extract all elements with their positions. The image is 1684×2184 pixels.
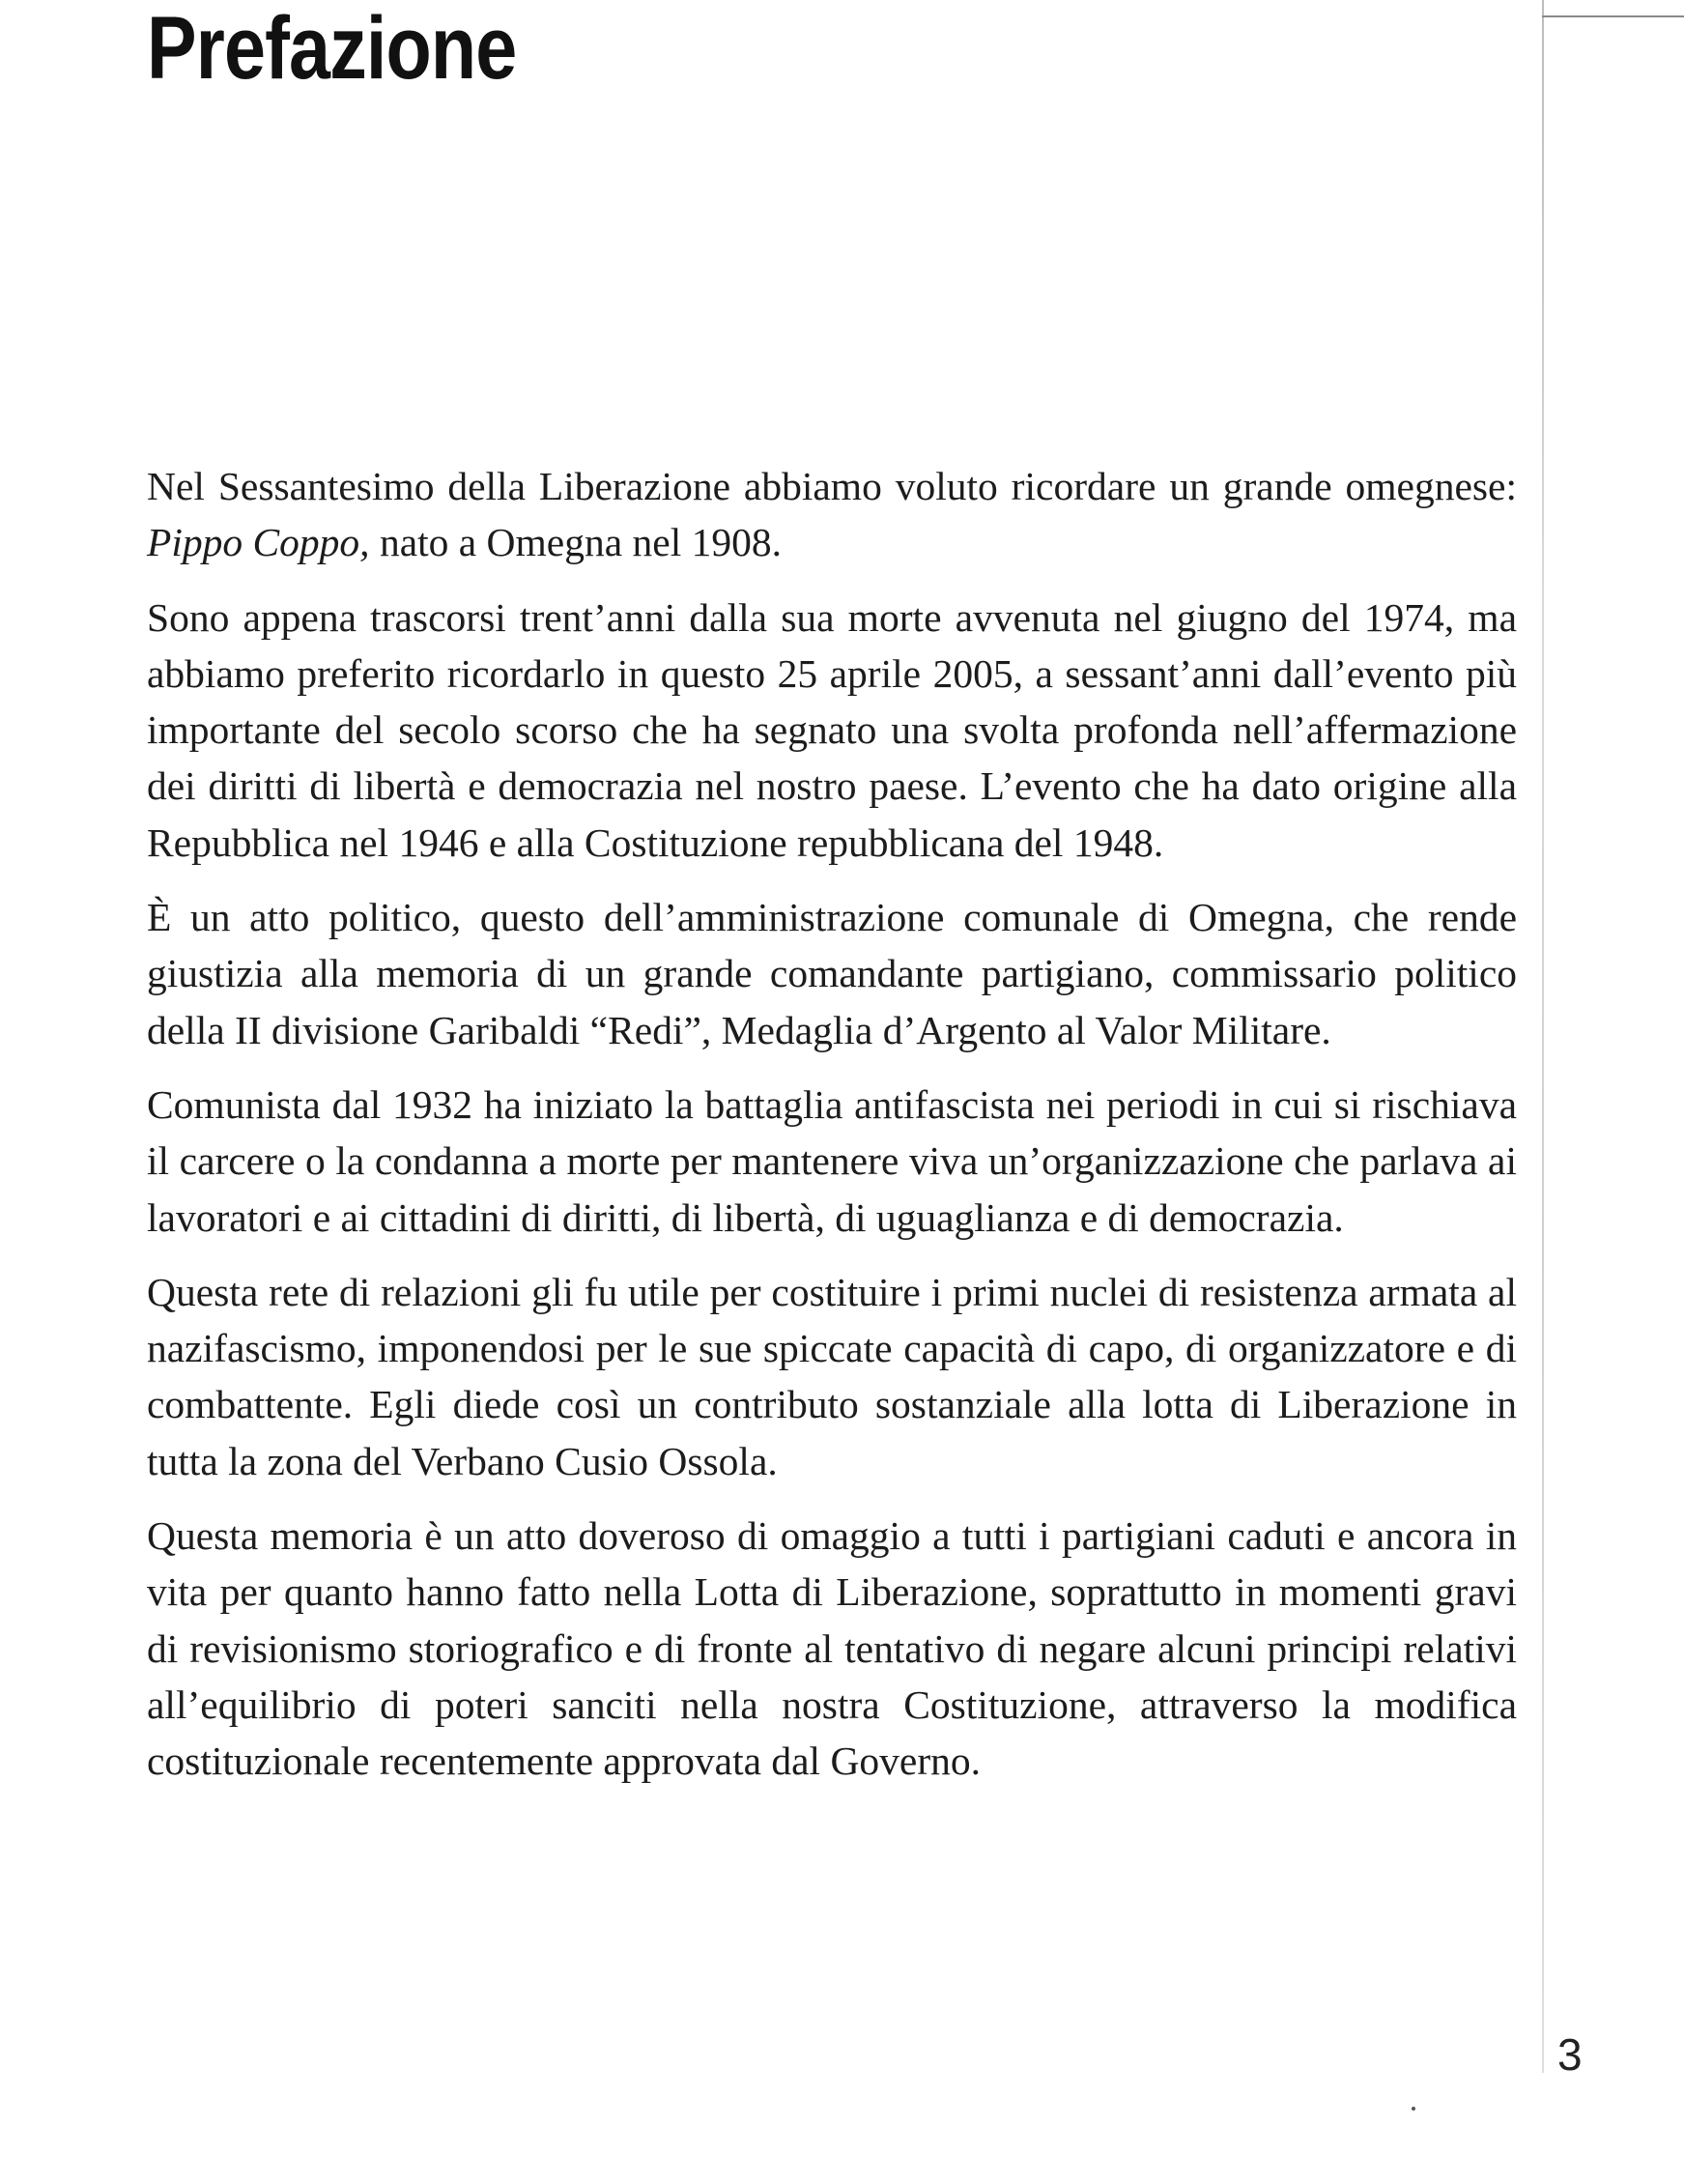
person-name: Pippo Coppo,: [147, 520, 370, 565]
paragraph-1-ending: nato a Omegna nel 1908.: [369, 520, 782, 565]
paragraph-2: Sono appena trascorsi trent’anni dalla sua morte avvenuta nel giugno del 1974, ma abbiamo preferito ricordarlo in questo 25 aprile 2005, a sessant’anni dall’evento più importante del secolo scorso che ha segnato una svolta profonda nell’affermazione dei diritti di libertà e democrazia nel nostro paese. L’evento che ha dato origine alla Repubblica nel 1946 e alla Costituzione repubblicana del 1948.: [147, 594, 1517, 865]
page-edge-top-line: [1542, 15, 1684, 17]
page-title: Prefazione: [147, 0, 517, 98]
paragraph-1-intro: Nel Sessantesimo della Liberazione abbiamo voluto ricordare un grande omegnese:: [147, 464, 1517, 508]
page-number: 3: [1557, 2029, 1583, 2080]
preface-body: [147, 458, 1517, 1790]
paragraph-6: Questa memoria è un atto doveroso di omaggio a tutti i partigiani caduti e ancora in vita per quanto hanno fatto nella Lotta di Liberazione, soprattutto in momenti gravi di revisionismo storiografico e di fronte al tentativo di negare alcuni principi relativi all’equilibrio di poteri sanciti nella nostra Costituzione, attraverso la modifica costituzionale recentemente approvata dal Governo.: [147, 1513, 1517, 1784]
paragraph-4: Comunista dal 1932 ha iniziato la battaglia antifascista nei periodi in cui si rischiava il carcere o la condanna a morte per mantenere viva un’organizzazione che parlava ai lavoratori e ai cittadini di diritti, di libertà, di uguaglianza e di democrazia.: [147, 1081, 1517, 1240]
scan-speck: [1412, 2107, 1415, 2111]
paragraph-3: È un atto politico, questo dell’amministrazione comunale di Omegna, che rende giustizia alla memoria di un grande comandante partigiano, commissario politico della II divisione Garibaldi “Redi”, Medaglia d’Argento al Valor Militare.: [147, 895, 1517, 1052]
page-edge-line: [1542, 0, 1544, 2073]
paragraph-1: [147, 458, 1517, 571]
paragraph-5: Questa rete di relazioni gli fu utile per costituire i primi nuclei di resistenza armata al nazifascismo, imponendosi per le sue spiccate capacità di capo, di organizzatore e di combattente. Egli diede così un contributo sostanziale alla lotta di Liberazione in tutta la zona del Verbano Cusio Ossola.: [147, 1269, 1517, 1483]
